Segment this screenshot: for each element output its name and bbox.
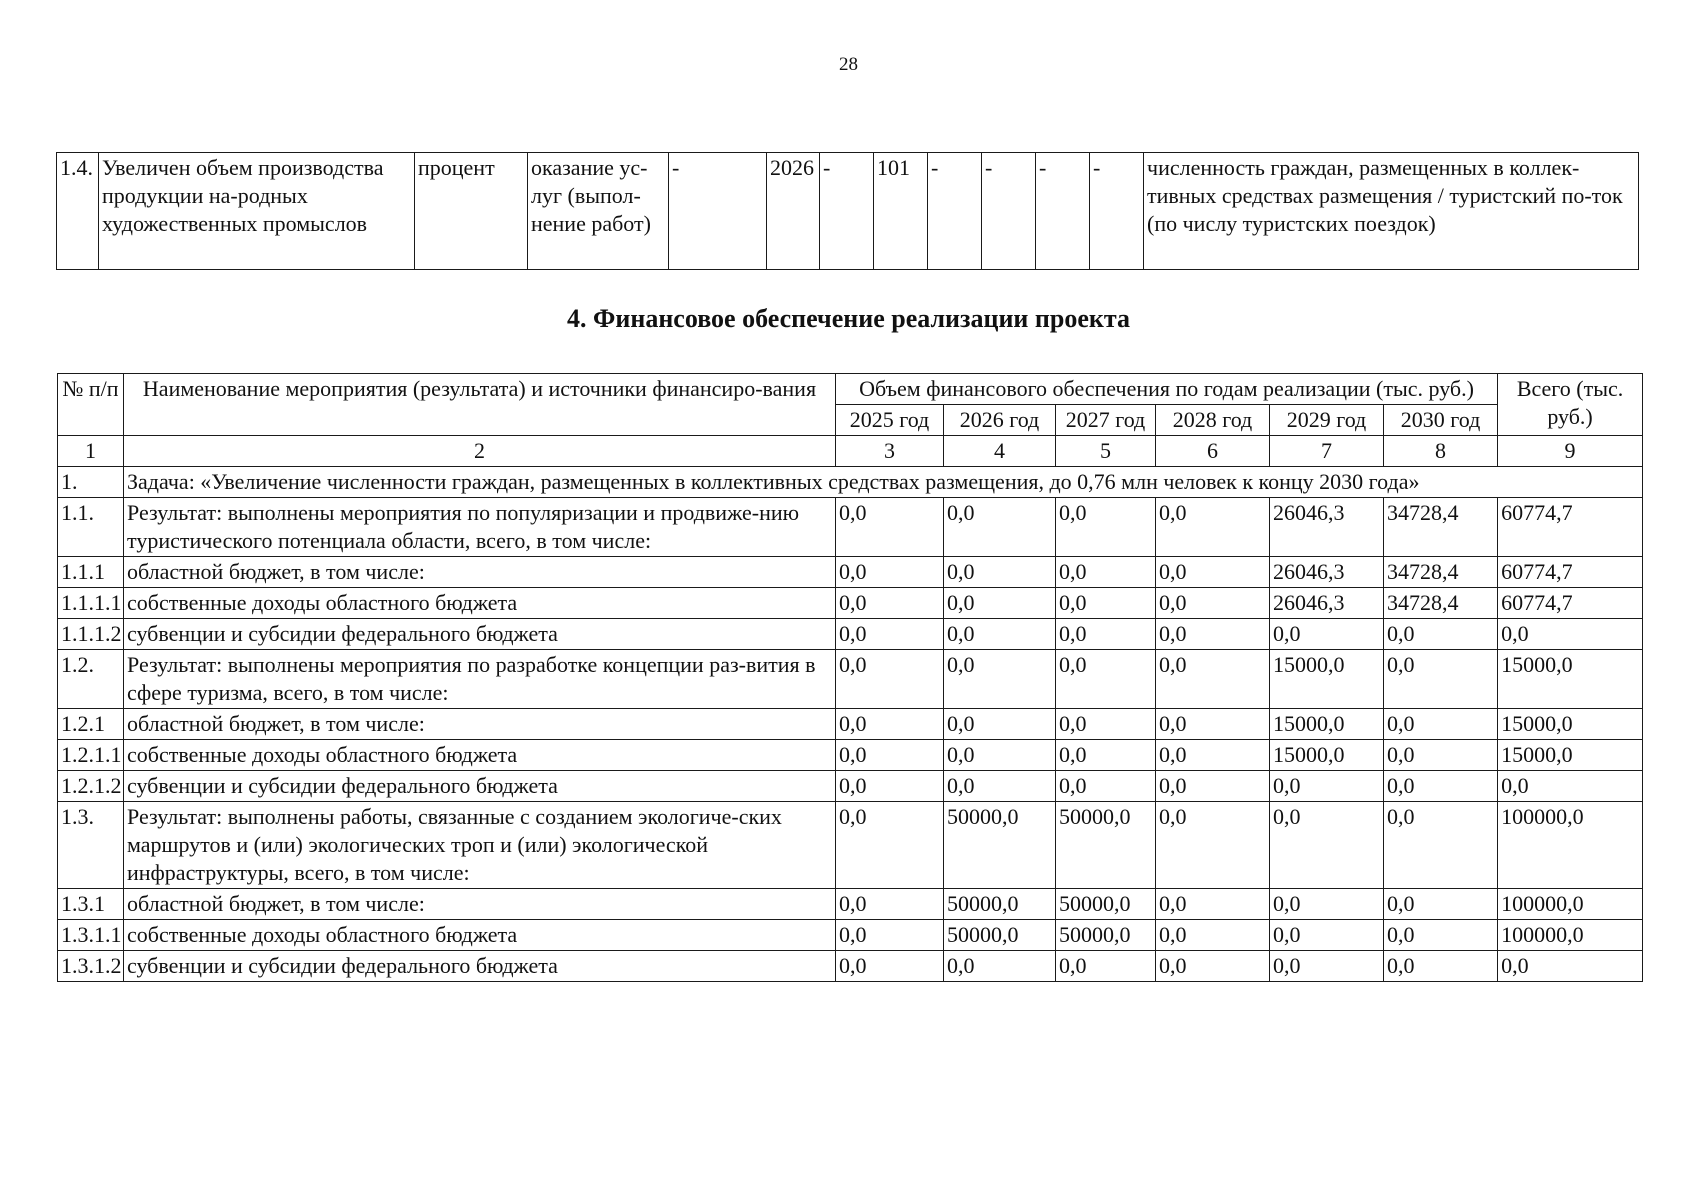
row-year-value: 0,0 bbox=[1384, 920, 1498, 951]
row-year-value: 0,0 bbox=[1156, 920, 1270, 951]
row-year-value: 0,0 bbox=[1270, 951, 1384, 982]
section-title: 4. Финансовое обеспечение реализации проекта bbox=[567, 304, 1130, 333]
row-year-value: 0,0 bbox=[944, 740, 1056, 771]
row-year-value: 0,0 bbox=[1056, 557, 1156, 588]
row-year-value: 0,0 bbox=[1384, 889, 1498, 920]
indicator-number: 1.4. bbox=[57, 153, 99, 270]
column-number: 7 bbox=[1270, 436, 1384, 467]
row-total-value: 0,0 bbox=[1498, 619, 1643, 650]
table-row bbox=[58, 951, 1643, 982]
header-year: 2027 год bbox=[1056, 405, 1156, 436]
row-total-value: 60774,7 bbox=[1498, 498, 1643, 557]
header-year: 2029 год bbox=[1270, 405, 1384, 436]
row-year-value: 34728,4 bbox=[1384, 588, 1498, 619]
row-total-value: 15000,0 bbox=[1498, 740, 1643, 771]
task-number: 1. bbox=[58, 467, 124, 498]
row-name: областной бюджет, в том числе: bbox=[124, 889, 836, 920]
table-row bbox=[58, 619, 1643, 650]
row-year-value: 0,0 bbox=[1156, 619, 1270, 650]
finance-table bbox=[57, 373, 1643, 982]
row-year-value: 15000,0 bbox=[1270, 650, 1384, 709]
row-year-value: 0,0 bbox=[1270, 771, 1384, 802]
column-number: 6 bbox=[1156, 436, 1270, 467]
row-year-value: 50000,0 bbox=[1056, 802, 1156, 889]
row-number: 1.1.1 bbox=[58, 557, 124, 588]
row-name: Результат: выполнены работы, связанные с созданием экологиче-ских маршрутов и (или) экологических троп и (или) экологической инфраструктуры, всего, в том числе: bbox=[124, 802, 836, 889]
row-total-value: 100000,0 bbox=[1498, 920, 1643, 951]
row-year-value: 0,0 bbox=[836, 740, 944, 771]
header-year: 2025 год bbox=[836, 405, 944, 436]
header-num: № п/п bbox=[58, 374, 124, 436]
indicator-cell-9: - bbox=[982, 153, 1036, 270]
row-total-value: 0,0 bbox=[1498, 771, 1643, 802]
row-year-value: 0,0 bbox=[836, 920, 944, 951]
indicator-cell-4: - bbox=[669, 153, 767, 270]
row-year-value: 0,0 bbox=[1270, 889, 1384, 920]
indicator-year: 2026 bbox=[767, 153, 820, 270]
indicator-cell-11: - bbox=[1090, 153, 1144, 270]
table-row bbox=[58, 588, 1643, 619]
header-volume: Объем финансового обеспечения по годам реализации (тыс. руб.) bbox=[836, 374, 1498, 405]
row-year-value: 0,0 bbox=[836, 709, 944, 740]
row-year-value: 0,0 bbox=[1156, 588, 1270, 619]
row-name: областной бюджет, в том числе: bbox=[124, 709, 836, 740]
table-row bbox=[58, 771, 1643, 802]
indicator-value: 101 bbox=[874, 153, 928, 270]
row-year-value: 0,0 bbox=[1056, 740, 1156, 771]
row-number: 1.1. bbox=[58, 498, 124, 557]
row-name: собственные доходы областного бюджета bbox=[124, 740, 836, 771]
row-total-value: 15000,0 bbox=[1498, 650, 1643, 709]
column-number: 5 bbox=[1056, 436, 1156, 467]
row-year-value: 0,0 bbox=[1056, 709, 1156, 740]
row-number: 1.1.1.2 bbox=[58, 619, 124, 650]
row-total-value: 0,0 bbox=[1498, 951, 1643, 982]
row-year-value: 0,0 bbox=[944, 588, 1056, 619]
row-year-value: 34728,4 bbox=[1384, 557, 1498, 588]
table-row bbox=[58, 650, 1643, 709]
table-row bbox=[58, 740, 1643, 771]
row-year-value: 50000,0 bbox=[944, 889, 1056, 920]
row-number: 1.3.1.1 bbox=[58, 920, 124, 951]
row-year-value: 0,0 bbox=[1056, 650, 1156, 709]
row-year-value: 0,0 bbox=[944, 650, 1056, 709]
indicator-related: численность граждан, размещенных в коллек-тивных средствах размещения / туристский по-ток (по числу туристских поездок) bbox=[1144, 153, 1639, 270]
row-year-value: 15000,0 bbox=[1270, 709, 1384, 740]
column-number: 9 bbox=[1498, 436, 1643, 467]
row-name: областной бюджет, в том числе: bbox=[124, 557, 836, 588]
table-row bbox=[58, 557, 1643, 588]
column-number: 2 bbox=[124, 436, 836, 467]
row-number: 1.3.1.2 bbox=[58, 951, 124, 982]
table-row bbox=[58, 920, 1643, 951]
row-name: Результат: выполнены мероприятия по разработке концепции раз-вития в сфере туризма, всего, в том числе: bbox=[124, 650, 836, 709]
row-year-value: 0,0 bbox=[1384, 740, 1498, 771]
row-year-value: 26046,3 bbox=[1270, 557, 1384, 588]
row-number: 1.2.1 bbox=[58, 709, 124, 740]
column-number: 1 bbox=[58, 436, 124, 467]
row-total-value: 100000,0 bbox=[1498, 802, 1643, 889]
row-year-value: 0,0 bbox=[836, 557, 944, 588]
row-year-value: 0,0 bbox=[1156, 650, 1270, 709]
row-number: 1.2.1.2 bbox=[58, 771, 124, 802]
row-year-value: 0,0 bbox=[836, 498, 944, 557]
row-name: субвенции и субсидии федерального бюджета bbox=[124, 771, 836, 802]
row-year-value: 0,0 bbox=[944, 709, 1056, 740]
row-year-value: 0,0 bbox=[1270, 920, 1384, 951]
column-number: 3 bbox=[836, 436, 944, 467]
row-year-value: 0,0 bbox=[836, 802, 944, 889]
header-row bbox=[58, 374, 1643, 405]
row-year-value: 0,0 bbox=[944, 951, 1056, 982]
row-year-value: 0,0 bbox=[1270, 619, 1384, 650]
row-year-value: 0,0 bbox=[836, 889, 944, 920]
row-year-value: 0,0 bbox=[836, 619, 944, 650]
row-year-value: 0,0 bbox=[1156, 709, 1270, 740]
task-row bbox=[58, 467, 1643, 498]
row-number: 1.3. bbox=[58, 802, 124, 889]
page-number: 28 bbox=[839, 54, 858, 75]
row-year-value: 0,0 bbox=[1156, 771, 1270, 802]
row-year-value: 0,0 bbox=[836, 588, 944, 619]
row-year-value: 50000,0 bbox=[1056, 920, 1156, 951]
indicator-cell-6: - bbox=[820, 153, 874, 270]
row-number: 1.2. bbox=[58, 650, 124, 709]
row-year-value: 0,0 bbox=[944, 498, 1056, 557]
row-total-value: 100000,0 bbox=[1498, 889, 1643, 920]
indicator-cell-10: - bbox=[1036, 153, 1090, 270]
row-year-value: 0,0 bbox=[1056, 498, 1156, 557]
task-text: Задача: «Увеличение численности граждан, размещенных в коллективных средствах размещения, до 0,76 млн человек к концу 2030 года» bbox=[124, 467, 1643, 498]
row-year-value: 0,0 bbox=[1156, 557, 1270, 588]
row-year-value: 34728,4 bbox=[1384, 498, 1498, 557]
row-year-value: 26046,3 bbox=[1270, 498, 1384, 557]
row-year-value: 0,0 bbox=[944, 771, 1056, 802]
column-number: 4 bbox=[944, 436, 1056, 467]
row-total-value: 60774,7 bbox=[1498, 588, 1643, 619]
row-year-value: 0,0 bbox=[1384, 619, 1498, 650]
row-year-value: 0,0 bbox=[1270, 802, 1384, 889]
row-number: 1.2.1.1 bbox=[58, 740, 124, 771]
indicator-name: Увеличен объем производства продукции на-родных художественных промыслов bbox=[99, 153, 415, 270]
row-year-value: 0,0 bbox=[836, 650, 944, 709]
table-row bbox=[58, 802, 1643, 889]
row-year-value: 0,0 bbox=[1056, 588, 1156, 619]
row-year-value: 0,0 bbox=[1384, 709, 1498, 740]
row-year-value: 0,0 bbox=[836, 951, 944, 982]
row-year-value: 50000,0 bbox=[944, 920, 1056, 951]
row-year-value: 26046,3 bbox=[1270, 588, 1384, 619]
row-year-value: 0,0 bbox=[1156, 498, 1270, 557]
row-year-value: 0,0 bbox=[944, 619, 1056, 650]
row-year-value: 15000,0 bbox=[1270, 740, 1384, 771]
row-year-value: 50000,0 bbox=[1056, 889, 1156, 920]
indicator-row bbox=[57, 153, 1639, 270]
indicator-table bbox=[56, 152, 1639, 270]
row-name: собственные доходы областного бюджета bbox=[124, 920, 836, 951]
row-year-value: 0,0 bbox=[1156, 951, 1270, 982]
row-year-value: 0,0 bbox=[1384, 951, 1498, 982]
row-total-value: 60774,7 bbox=[1498, 557, 1643, 588]
row-year-value: 0,0 bbox=[836, 771, 944, 802]
row-total-value: 15000,0 bbox=[1498, 709, 1643, 740]
indicator-cell-8: - bbox=[928, 153, 982, 270]
row-year-value: 0,0 bbox=[1156, 802, 1270, 889]
row-year-value: 0,0 bbox=[1384, 771, 1498, 802]
row-number: 1.1.1.1 bbox=[58, 588, 124, 619]
row-year-value: 50000,0 bbox=[944, 802, 1056, 889]
column-number: 8 bbox=[1384, 436, 1498, 467]
finance-body bbox=[58, 467, 1643, 982]
header-total: Всего (тыс. руб.) bbox=[1498, 374, 1643, 436]
row-name: субвенции и субсидии федерального бюджета bbox=[124, 951, 836, 982]
header-year: 2026 год bbox=[944, 405, 1056, 436]
row-year-value: 0,0 bbox=[1056, 771, 1156, 802]
row-name: собственные доходы областного бюджета bbox=[124, 588, 836, 619]
table-row bbox=[58, 709, 1643, 740]
header-name: Наименование мероприятия (результата) и источники финансиро-вания bbox=[124, 374, 836, 436]
row-number: 1.3.1 bbox=[58, 889, 124, 920]
row-year-value: 0,0 bbox=[1156, 889, 1270, 920]
row-year-value: 0,0 bbox=[1384, 650, 1498, 709]
header-year: 2030 год bbox=[1384, 405, 1498, 436]
table-row bbox=[58, 498, 1643, 557]
row-year-value: 0,0 bbox=[1156, 740, 1270, 771]
row-year-value: 0,0 bbox=[1056, 951, 1156, 982]
row-name: субвенции и субсидии федерального бюджета bbox=[124, 619, 836, 650]
table-row bbox=[58, 889, 1643, 920]
column-numbers-row bbox=[58, 436, 1643, 467]
row-year-value: 0,0 bbox=[1384, 802, 1498, 889]
indicator-type: оказание ус-луг (выпол-нение работ) bbox=[528, 153, 669, 270]
indicator-unit: процент bbox=[415, 153, 528, 270]
row-year-value: 0,0 bbox=[1056, 619, 1156, 650]
header-year: 2028 год bbox=[1156, 405, 1270, 436]
row-name: Результат: выполнены мероприятия по популяризации и продвиже-нию туристического потенциала области, всего, в том числе: bbox=[124, 498, 836, 557]
row-year-value: 0,0 bbox=[944, 557, 1056, 588]
